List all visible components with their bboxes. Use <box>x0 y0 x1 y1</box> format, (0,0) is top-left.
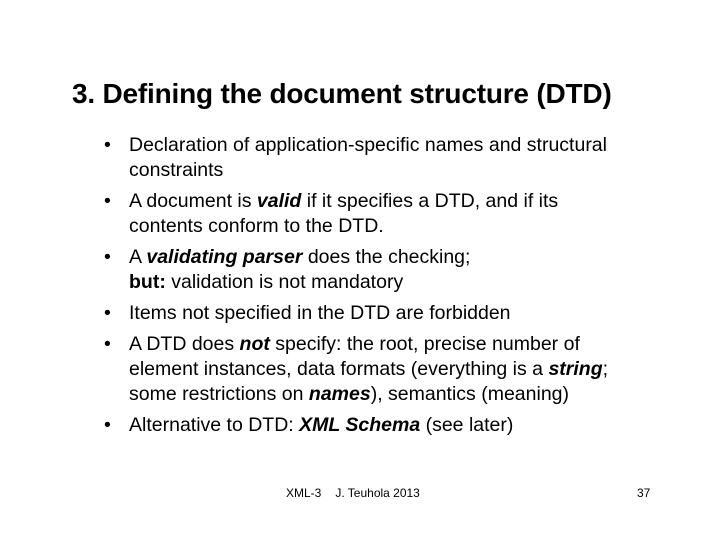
emphasis-string: string <box>548 358 603 380</box>
emphasis-but: but: <box>129 271 166 293</box>
bullet-text: contents conform to the DTD. <box>129 215 384 237</box>
bullet-dot-icon: • <box>104 302 111 324</box>
bullet-text: does the checking; <box>302 246 471 268</box>
emphasis-not: not <box>239 333 270 355</box>
bullet-line <box>129 357 684 382</box>
bullet-line <box>129 382 684 407</box>
footer-info <box>286 486 420 500</box>
bullet-line <box>129 270 684 295</box>
bullet-list <box>104 133 684 444</box>
bullet-line <box>129 332 684 357</box>
footer-course: XML-3 <box>286 486 322 500</box>
bullet-item-alternative <box>104 413 684 438</box>
bullet-text: validation is not mandatory <box>165 271 404 293</box>
bullet-dot-icon: • <box>104 333 111 355</box>
bullet-text: (see later) <box>420 414 514 436</box>
bullet-item-forbidden <box>104 301 684 326</box>
bullet-text: A DTD does <box>129 333 240 355</box>
bullet-line <box>129 245 684 270</box>
emphasis-xml-schema: XML Schema <box>299 414 421 436</box>
bullet-text: ; <box>602 358 609 380</box>
bullet-text: specify: the root, precise number of <box>269 333 580 355</box>
bullet-dot-icon: • <box>104 134 111 156</box>
emphasis-valid: valid <box>256 190 302 212</box>
bullet-dot-icon: • <box>104 246 111 268</box>
bullet-text: Alternative to DTD: <box>129 414 300 436</box>
bullet-item-declaration <box>104 133 684 183</box>
emphasis-validating-parser: validating parser <box>146 246 303 268</box>
slide-title: 3. Defining the document structure (DTD) <box>72 78 612 109</box>
footer-author: J. Teuhola 2013 <box>335 486 420 500</box>
bullet-text: Items not specified in the DTD are forbidden <box>129 302 511 324</box>
bullet-item-validating-parser <box>104 245 684 295</box>
page-number: 37 <box>637 486 651 500</box>
bullet-text: element instances, data formats (everything is a <box>129 358 549 380</box>
emphasis-names: names <box>308 383 371 405</box>
bullet-text: if it specifies a DTD, and if its <box>301 190 559 212</box>
bullet-text: A document is <box>129 190 257 212</box>
bullet-dot-icon: • <box>104 414 111 436</box>
bullet-line <box>129 413 684 438</box>
bullet-text: constraints <box>129 159 224 181</box>
bullet-text: ), semantics (meaning) <box>370 383 570 405</box>
bullet-text: some restrictions on <box>129 383 309 405</box>
bullet-item-valid <box>104 189 684 239</box>
bullet-item-not-specified <box>104 332 684 407</box>
bullet-line <box>129 189 684 214</box>
bullet-dot-icon: • <box>104 190 111 212</box>
bullet-text: A <box>129 246 147 268</box>
bullet-text: Declaration of application-specific names and structural <box>129 134 607 156</box>
